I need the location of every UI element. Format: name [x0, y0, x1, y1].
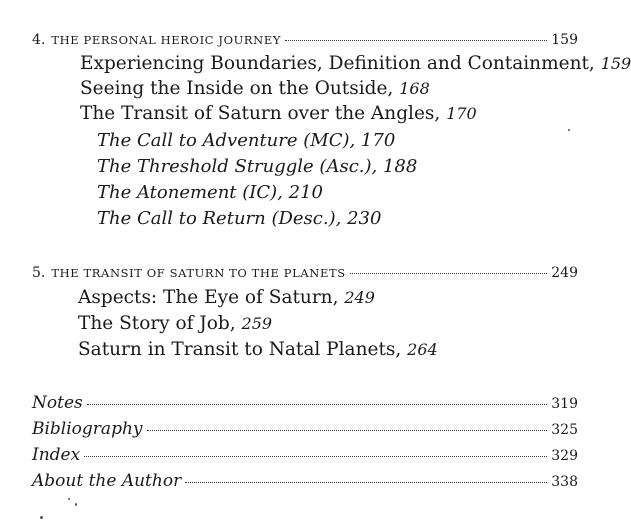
dot-leader — [185, 482, 547, 483]
toc-subentry: The Threshold Struggle (Asc.), 188 — [97, 156, 418, 177]
back-matter-label: Bibliography — [32, 419, 143, 439]
back-matter-page: 338 — [551, 474, 578, 490]
entry-text: The Story of Job, — [78, 313, 236, 334]
back-matter-notes — [32, 393, 578, 413]
chapter-page: 249 — [551, 265, 578, 281]
chapter-title: THE TRANSIT OF SATURN TO THE PLANETS — [51, 266, 346, 280]
dot-leader — [147, 430, 548, 431]
entry-text: Aspects: The Eye of Saturn, — [78, 287, 339, 308]
dot-leader — [87, 404, 548, 405]
chapter-page: 159 — [551, 32, 578, 48]
toc-entry — [78, 341, 438, 360]
entry-page: 168 — [399, 79, 430, 98]
back-matter-label: Index — [32, 445, 81, 465]
chapter-number: 4. — [32, 32, 46, 48]
back-matter-author — [32, 471, 578, 491]
chapter-heading — [32, 265, 578, 281]
back-matter-page: 319 — [551, 396, 578, 412]
scan-speck — [40, 516, 43, 519]
entry-text: Seeing the Inside on the Outside, — [80, 78, 394, 99]
back-matter-label: About the Author — [32, 471, 182, 491]
dot-leader — [84, 456, 547, 457]
chapter-heading — [32, 32, 578, 48]
dot-leader — [350, 273, 548, 274]
back-matter-page: 329 — [551, 448, 578, 464]
chapter-title: THE PERSONAL HEROIC JOURNEY — [51, 33, 282, 47]
entry-text: Experiencing Boundaries, Definition and Containment, — [80, 53, 595, 74]
chapter-number: 5. — [32, 265, 46, 281]
toc-subentry: The Atonement (IC), 210 — [97, 182, 323, 203]
scan-speck — [568, 129, 570, 131]
back-matter-index — [32, 445, 578, 465]
toc-entry — [80, 80, 430, 99]
back-matter-label: Notes — [32, 393, 83, 413]
entry-text: The Transit of Saturn over the Angles, — [80, 103, 441, 124]
toc-subentry: The Call to Adventure (MC), 170 — [97, 130, 396, 151]
toc-entry — [80, 55, 631, 74]
scan-speck — [75, 503, 77, 506]
entry-page: 170 — [446, 104, 477, 123]
entry-page: 159 — [600, 54, 631, 73]
toc-entry — [80, 105, 477, 124]
back-matter-page: 325 — [551, 422, 578, 438]
entry-text: Saturn in Transit to Natal Planets, — [78, 339, 402, 360]
entry-page: 264 — [407, 340, 438, 359]
toc-entry — [78, 315, 272, 334]
back-matter-bibliography — [32, 419, 578, 439]
entry-page: 249 — [344, 288, 375, 307]
dot-leader — [285, 40, 547, 41]
entry-page: 259 — [241, 314, 273, 333]
toc-entry — [78, 289, 375, 308]
toc-subentry: The Call to Return (Desc.), 230 — [97, 208, 382, 229]
scan-speck — [68, 498, 70, 500]
